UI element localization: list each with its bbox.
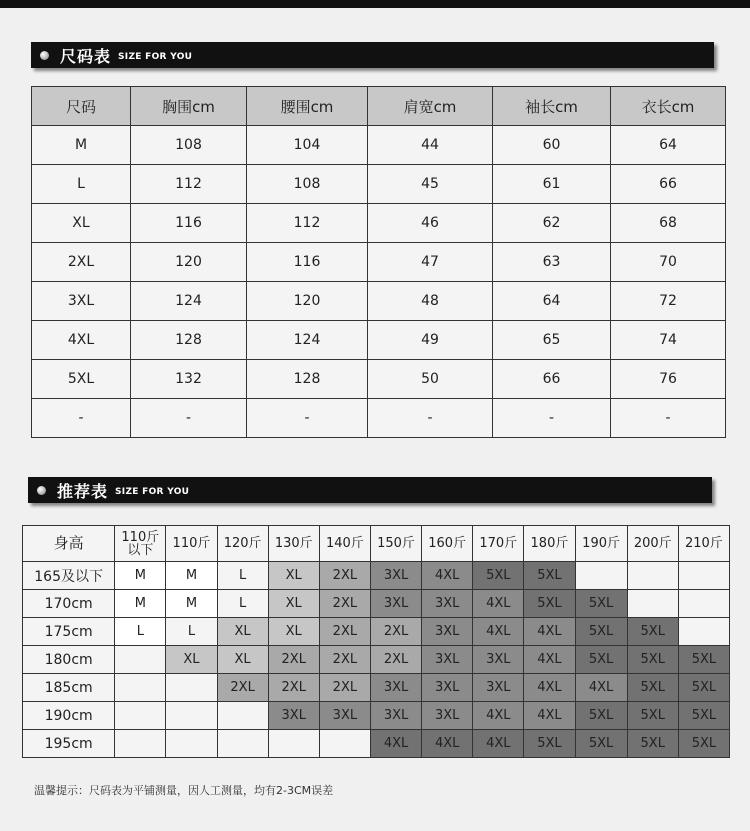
recommend-size-cell: 3XL <box>422 702 473 730</box>
table-row <box>23 562 730 590</box>
recommend-size-cell: XL <box>268 618 319 646</box>
recommend-size-cell <box>678 618 729 646</box>
recommend-size-cell: XL <box>166 646 217 674</box>
recommend-size-cell: 4XL <box>524 674 575 702</box>
recommend-size-cell: 2XL <box>319 674 370 702</box>
size-cell: - <box>32 399 131 438</box>
size-cell: 120 <box>131 243 247 282</box>
recommend-size-cell: 3XL <box>319 702 370 730</box>
recommend-size-cell: XL <box>268 562 319 590</box>
weight-header-text: 150斤 <box>377 536 415 551</box>
size-cell: 70 <box>611 243 726 282</box>
recommend-size-cell: 5XL <box>575 618 627 646</box>
weight-header-text: 130斤 <box>274 536 313 551</box>
footer-note: 温馨提示：尺码表为平铺测量，因人工测量，均有2-3CM误差 <box>34 784 334 797</box>
height-cell: 180cm <box>23 646 115 674</box>
size-cell: 116 <box>247 243 368 282</box>
recommend-size-cell: L <box>217 590 268 618</box>
recommend-size-cell: 5XL <box>627 674 678 702</box>
weight-header-cell <box>268 526 319 562</box>
recommend-size-cell <box>627 590 678 618</box>
recommend-size-cell: 5XL <box>627 702 678 730</box>
recommend-size-cell: 3XL <box>473 646 524 674</box>
size-cell: 120 <box>247 282 368 321</box>
weight-header-text: 180斤 <box>530 536 569 551</box>
recommend-size-cell <box>627 562 678 590</box>
weight-header-text: 140斤 <box>325 536 364 551</box>
recommend-size-cell: M <box>115 590 166 618</box>
size-cell: 64 <box>493 282 611 321</box>
size-cell: 112 <box>247 204 368 243</box>
height-cell: 175cm <box>23 618 115 646</box>
size-cell: 74 <box>611 321 726 360</box>
size-cell: 66 <box>611 165 726 204</box>
size-cell: 72 <box>611 282 726 321</box>
size-cell: 116 <box>131 204 247 243</box>
size-cell: 104 <box>247 126 368 165</box>
height-header-cell: 身高 <box>23 526 115 562</box>
table-row <box>23 702 730 730</box>
recommend-size-cell: 5XL <box>524 562 575 590</box>
size-cell: 128 <box>247 360 368 399</box>
weight-header-text: 110斤 <box>121 529 160 545</box>
size-header-cell: 衣长cm <box>611 87 726 126</box>
table-row <box>32 321 726 360</box>
size-cell: 108 <box>131 126 247 165</box>
recommend-chart-title: 推荐表 <box>57 481 109 501</box>
size-cell: - <box>611 399 726 438</box>
top-bar <box>0 0 750 8</box>
size-cell: 132 <box>131 360 247 399</box>
size-cell: 3XL <box>32 282 131 321</box>
recommend-size-cell: M <box>166 590 217 618</box>
weight-header-text: 160斤 <box>428 536 467 551</box>
table-row <box>32 282 726 321</box>
weight-header-text: 200斤 <box>633 536 672 551</box>
recommend-size-cell: 3XL <box>422 618 473 646</box>
recommend-size-cell: 2XL <box>217 674 268 702</box>
size-chart-table <box>31 86 726 438</box>
recommend-size-cell <box>217 702 268 730</box>
size-cell: - <box>247 399 368 438</box>
size-cell: 64 <box>611 126 726 165</box>
table-row <box>23 618 730 646</box>
table-row <box>32 360 726 399</box>
recommend-size-cell: XL <box>217 618 268 646</box>
recommend-size-cell: 4XL <box>524 646 575 674</box>
size-header-cell: 胸围cm <box>131 87 247 126</box>
recommend-size-cell <box>166 674 217 702</box>
recommend-size-cell: 2XL <box>268 674 319 702</box>
size-cell: 124 <box>131 282 247 321</box>
table-row <box>23 646 730 674</box>
size-header-cell: 肩宽cm <box>368 87 493 126</box>
size-cell: - <box>131 399 247 438</box>
table-row <box>32 243 726 282</box>
height-cell: 170cm <box>23 590 115 618</box>
recommend-size-cell: 5XL <box>524 590 575 618</box>
recommend-size-cell: 2XL <box>319 618 370 646</box>
recommend-size-cell: 2XL <box>268 646 319 674</box>
recommend-size-cell: 4XL <box>473 702 524 730</box>
recommend-size-cell: 5XL <box>575 646 627 674</box>
recommend-size-cell <box>115 674 166 702</box>
size-cell: 2XL <box>32 243 131 282</box>
table-row <box>32 126 726 165</box>
recommend-size-cell <box>115 702 166 730</box>
recommend-size-cell: 3XL <box>473 674 524 702</box>
recommend-chart-header-row <box>23 526 730 562</box>
weight-header-cell <box>217 526 268 562</box>
weight-header-text: 120斤 <box>223 536 262 551</box>
size-cell: 45 <box>368 165 493 204</box>
recommend-size-cell <box>319 730 370 758</box>
size-cell: 124 <box>247 321 368 360</box>
recommend-size-cell <box>217 730 268 758</box>
table-row <box>32 399 726 438</box>
recommend-size-cell: 2XL <box>319 562 370 590</box>
weight-header-cell <box>627 526 678 562</box>
recommend-chart-banner <box>28 477 712 503</box>
recommend-size-cell: 5XL <box>627 618 678 646</box>
size-header-cell: 尺码 <box>32 87 131 126</box>
recommend-size-cell <box>166 730 217 758</box>
table-row <box>23 730 730 758</box>
recommend-size-cell: 5XL <box>575 730 627 758</box>
recommend-size-cell: 5XL <box>524 730 575 758</box>
weight-header-text: 110斤 <box>172 536 211 551</box>
size-cell: 128 <box>131 321 247 360</box>
recommend-size-cell: XL <box>217 646 268 674</box>
size-cell: 66 <box>493 360 611 399</box>
recommend-size-cell <box>115 646 166 674</box>
recommend-size-cell <box>678 590 729 618</box>
weight-header-cell <box>422 526 473 562</box>
size-chart-title: 尺码表 <box>60 46 112 66</box>
recommend-size-cell: 5XL <box>678 646 729 674</box>
size-cell: L <box>32 165 131 204</box>
recommend-size-cell <box>678 562 729 590</box>
size-chart-header-row <box>32 87 726 126</box>
size-cell: 47 <box>368 243 493 282</box>
weight-header-cell <box>166 526 217 562</box>
recommend-size-cell: 4XL <box>575 674 627 702</box>
recommend-size-cell: 5XL <box>473 562 524 590</box>
recommend-size-cell: 5XL <box>627 646 678 674</box>
size-cell: 65 <box>493 321 611 360</box>
size-header-cell: 袖长cm <box>493 87 611 126</box>
recommend-size-cell <box>115 730 166 758</box>
size-cell: 112 <box>131 165 247 204</box>
recommend-size-cell: L <box>115 618 166 646</box>
recommend-size-cell: 2XL <box>319 590 370 618</box>
recommend-size-cell: 4XL <box>370 730 421 758</box>
recommend-chart-subtitle: SIZE FOR YOU <box>115 487 190 497</box>
height-cell: 190cm <box>23 702 115 730</box>
size-cell: 61 <box>493 165 611 204</box>
height-cell: 165及以下 <box>23 562 115 590</box>
recommend-size-cell: 4XL <box>473 590 524 618</box>
recommend-size-cell <box>575 562 627 590</box>
weight-header-text: 190斤 <box>582 536 620 551</box>
recommend-chart-table <box>22 525 730 758</box>
recommend-size-cell: M <box>115 562 166 590</box>
size-chart-subtitle: SIZE FOR YOU <box>118 52 193 62</box>
size-cell: 4XL <box>32 321 131 360</box>
size-cell: 5XL <box>32 360 131 399</box>
weight-header-cell <box>370 526 421 562</box>
weight-header-text: 以下 <box>127 542 154 558</box>
size-cell: 62 <box>493 204 611 243</box>
recommend-size-cell: 3XL <box>422 646 473 674</box>
height-cell: 195cm <box>23 730 115 758</box>
recommend-size-cell <box>166 702 217 730</box>
recommend-size-cell: 3XL <box>370 590 421 618</box>
size-cell: M <box>32 126 131 165</box>
size-cell: 49 <box>368 321 493 360</box>
size-cell: 108 <box>247 165 368 204</box>
table-row <box>23 590 730 618</box>
recommend-size-cell: 5XL <box>575 590 627 618</box>
weight-header-cell <box>115 526 166 562</box>
recommend-size-cell: 2XL <box>319 646 370 674</box>
bullet-icon <box>40 51 49 60</box>
size-cell: - <box>368 399 493 438</box>
weight-header-cell <box>473 526 524 562</box>
recommend-size-cell: 3XL <box>268 702 319 730</box>
recommend-size-cell: 5XL <box>678 730 729 758</box>
recommend-size-cell: 3XL <box>370 702 421 730</box>
size-cell: - <box>493 399 611 438</box>
recommend-size-cell: 3XL <box>422 590 473 618</box>
weight-header-cell <box>678 526 729 562</box>
table-row <box>23 674 730 702</box>
weight-header-cell <box>524 526 575 562</box>
recommend-size-cell: 5XL <box>575 702 627 730</box>
recommend-size-cell: 4XL <box>473 618 524 646</box>
recommend-size-cell: 5XL <box>627 730 678 758</box>
recommend-size-cell: 4XL <box>524 702 575 730</box>
weight-header-text: 170斤 <box>479 536 518 551</box>
table-row <box>32 165 726 204</box>
recommend-size-cell: 3XL <box>370 562 421 590</box>
weight-header-cell <box>575 526 627 562</box>
recommend-size-cell: L <box>166 618 217 646</box>
recommend-size-cell: 5XL <box>678 674 729 702</box>
size-cell: 50 <box>368 360 493 399</box>
recommend-size-cell: M <box>166 562 217 590</box>
size-cell: 63 <box>493 243 611 282</box>
weight-header-cell <box>319 526 370 562</box>
size-cell: 68 <box>611 204 726 243</box>
size-cell: XL <box>32 204 131 243</box>
size-chart-banner <box>31 42 714 68</box>
recommend-size-cell: 4XL <box>422 730 473 758</box>
recommend-size-cell: 5XL <box>678 702 729 730</box>
height-cell: 185cm <box>23 674 115 702</box>
size-cell: 46 <box>368 204 493 243</box>
size-cell: 44 <box>368 126 493 165</box>
recommend-size-cell <box>268 730 319 758</box>
recommend-size-cell: 4XL <box>524 618 575 646</box>
recommend-size-cell: 4XL <box>422 562 473 590</box>
recommend-size-cell: 2XL <box>370 618 421 646</box>
weight-header-text: 210斤 <box>684 536 723 551</box>
size-cell: 76 <box>611 360 726 399</box>
size-cell: 60 <box>493 126 611 165</box>
bullet-icon <box>37 486 46 495</box>
recommend-size-cell: L <box>217 562 268 590</box>
table-row <box>32 204 726 243</box>
size-cell: 48 <box>368 282 493 321</box>
recommend-size-cell: 2XL <box>370 646 421 674</box>
size-header-cell: 腰围cm <box>247 87 368 126</box>
recommend-size-cell: 3XL <box>370 674 421 702</box>
recommend-size-cell: 3XL <box>422 674 473 702</box>
recommend-size-cell: 4XL <box>473 730 524 758</box>
recommend-size-cell: XL <box>268 590 319 618</box>
